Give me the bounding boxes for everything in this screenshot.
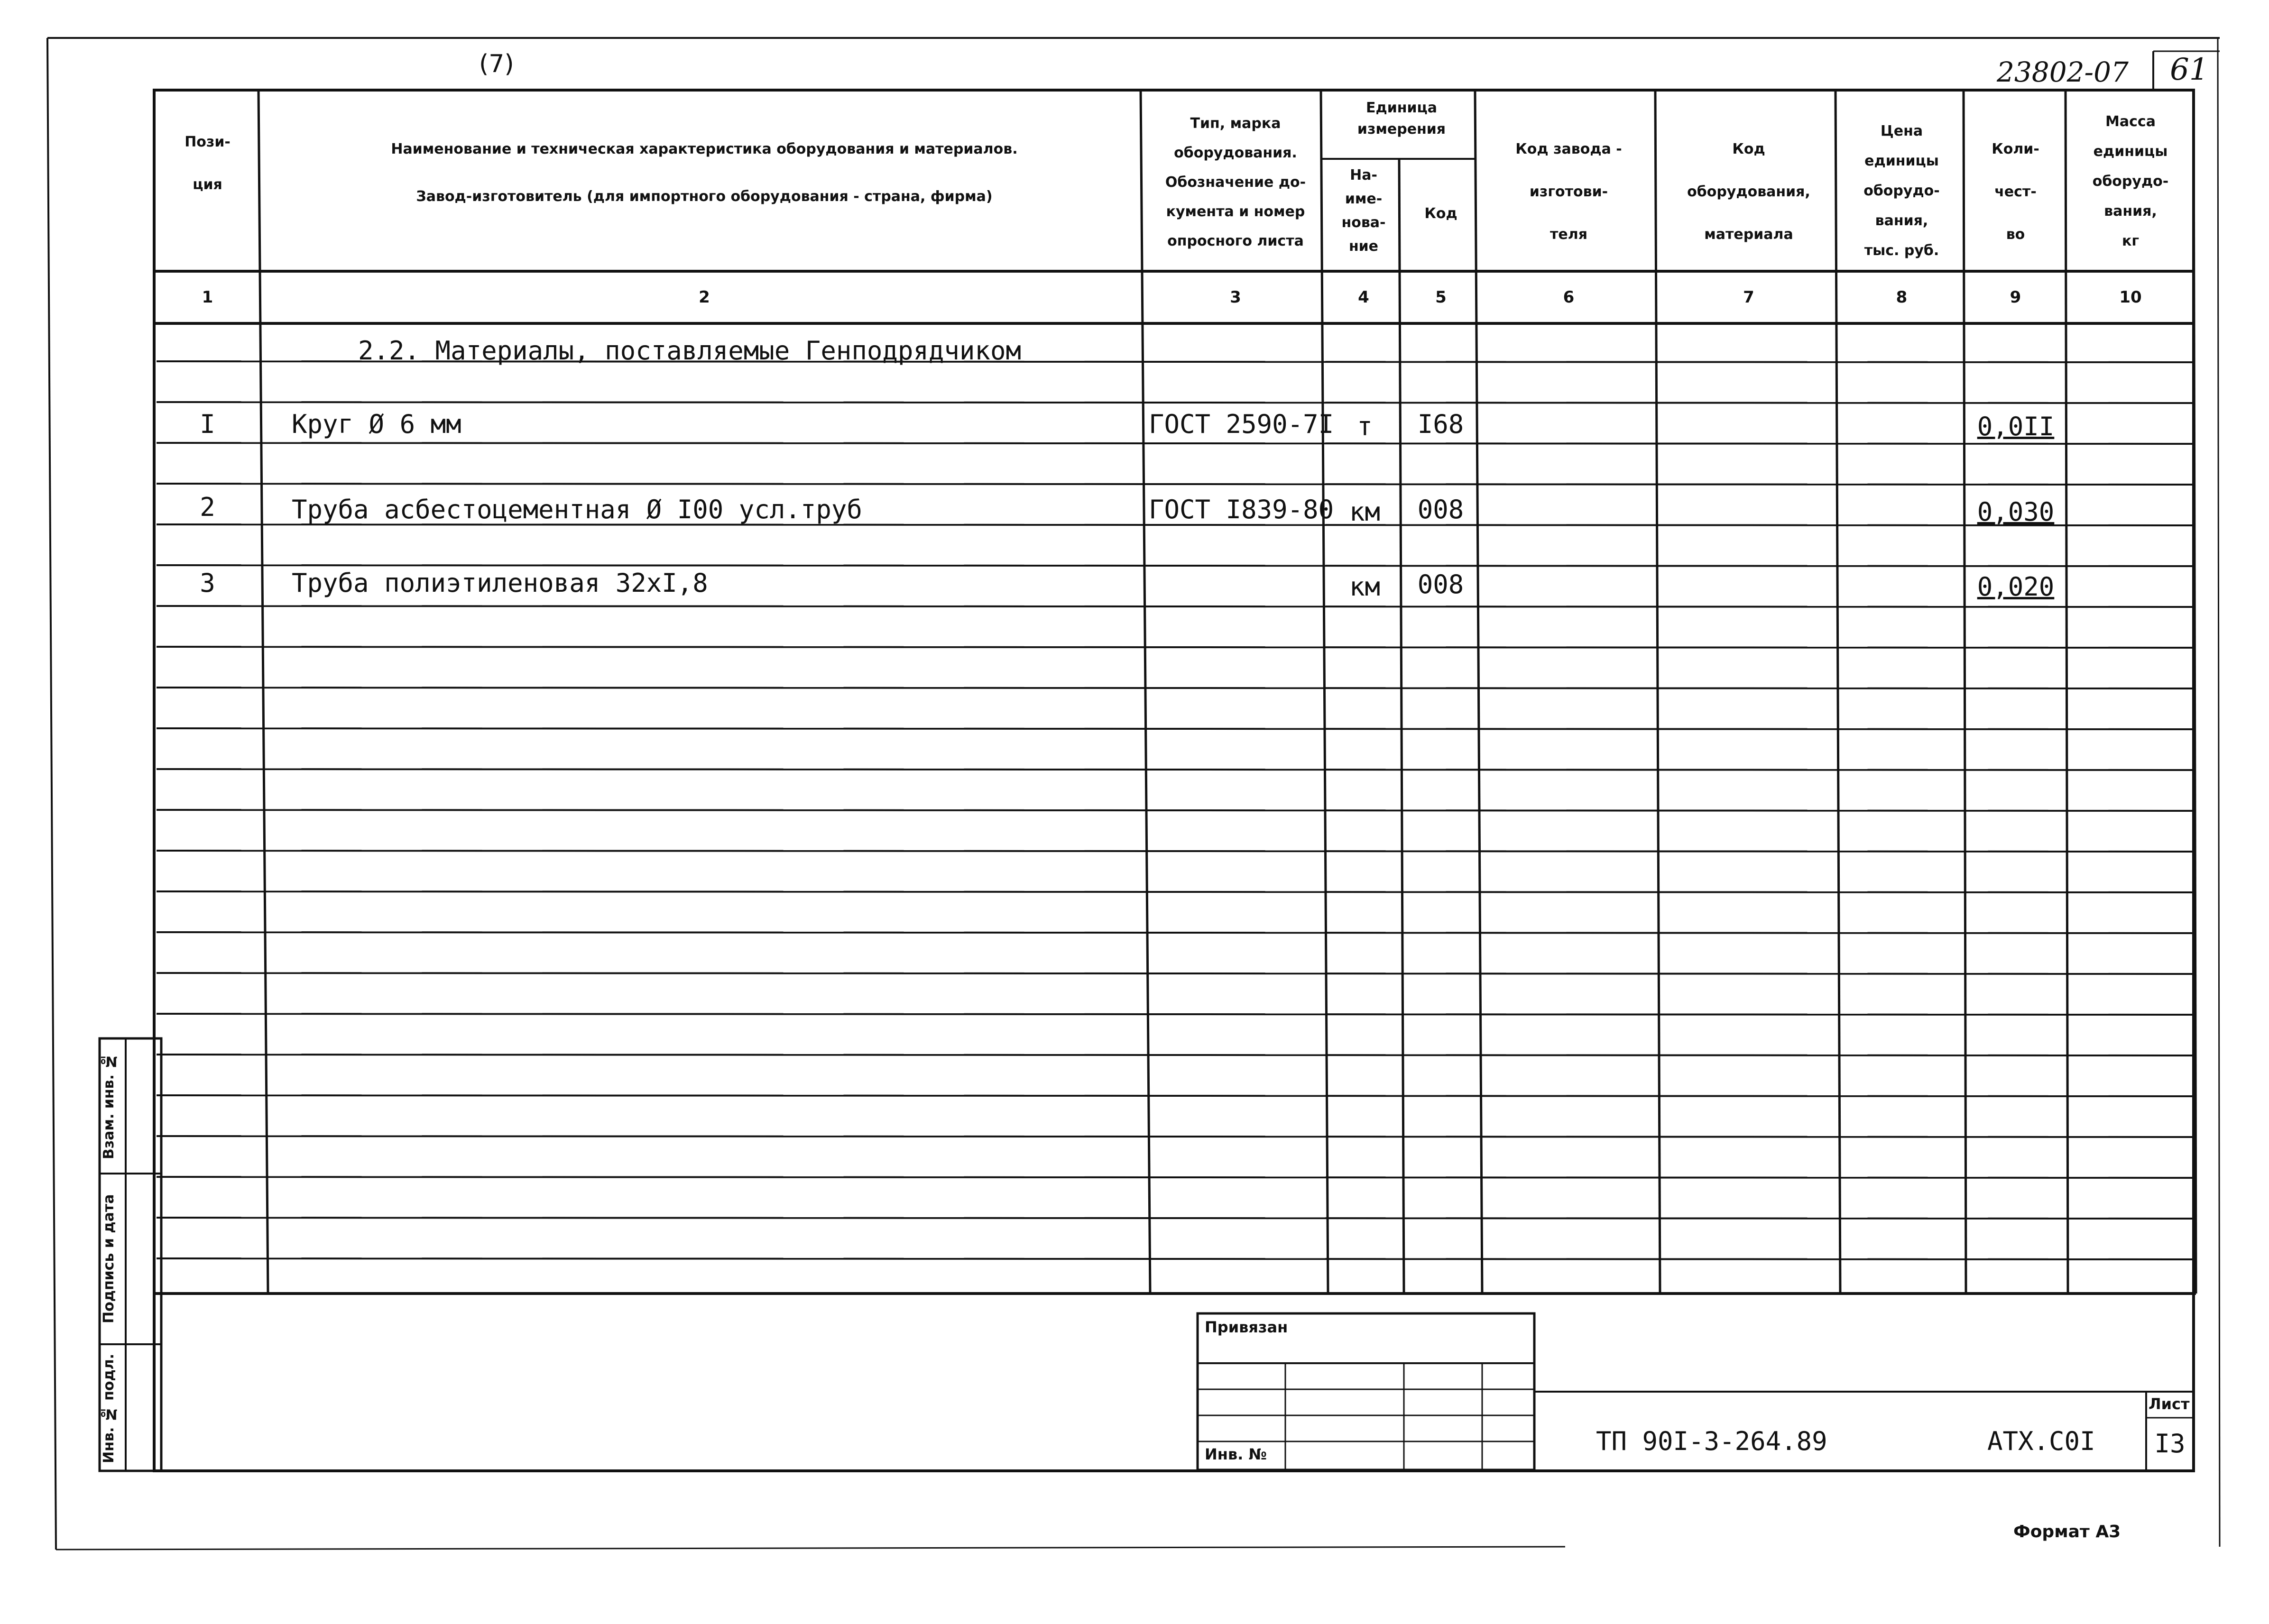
col-number-1: 1 xyxy=(202,288,213,307)
title-block-inv-no: Инв. № xyxy=(1205,1445,1267,1463)
col-header-mass: Масса единицы оборудо- вания, кг xyxy=(2092,113,2169,249)
table-rule-line xyxy=(157,810,2194,811)
row-1-quantity: 0,0II xyxy=(1977,412,2055,441)
table-rule-line xyxy=(157,647,2194,648)
row-1-unit-code: I68 xyxy=(1417,409,1464,439)
row-2-document: ГОСТ I839-80 xyxy=(1149,495,1334,524)
table-rule-line xyxy=(157,769,2194,770)
col-number-6: 6 xyxy=(1563,288,1575,307)
table-rule-line xyxy=(157,728,2194,729)
row-1-document: ГОСТ 2590-7I xyxy=(1149,409,1334,439)
col-number-9: 9 xyxy=(2010,288,2021,307)
table-rule-line xyxy=(157,1014,2194,1015)
col-header-factory-code: Код завода - изготови- теля xyxy=(1515,141,1622,243)
row-3-unit: км xyxy=(1349,572,1381,602)
title-block-privyazan: Привязан xyxy=(1205,1318,1288,1336)
table-rule-line xyxy=(157,932,2194,933)
col-number-3: 3 xyxy=(1230,288,1241,307)
row-3-name: Труба полиэтиленовая 32хI,8 xyxy=(292,568,708,598)
col-header-type: Тип, марка оборудования. Обозначение до- кумента и номер опросного листа xyxy=(1165,115,1306,249)
col-number-7: 7 xyxy=(1743,288,1754,307)
col-header-equipment-code: Код оборудования, материала xyxy=(1687,141,1810,243)
col-header-position: Пози- ция xyxy=(184,134,231,193)
table-rule-line xyxy=(157,1258,2194,1259)
row-2-unit: км xyxy=(1349,497,1381,527)
table-rule-line xyxy=(157,891,2194,892)
document-code: АТХ.С0I xyxy=(1987,1426,2095,1456)
table-rule-line xyxy=(157,606,2194,607)
row-3-position: 3 xyxy=(200,568,215,598)
table-rule-line xyxy=(157,1136,2194,1137)
row-2-quantity: 0,030 xyxy=(1977,497,2055,527)
row-2-unit-code: 008 xyxy=(1417,495,1464,524)
table-rule-line xyxy=(157,851,2194,852)
col-header-unit-name: На- име- нова- ние xyxy=(1341,167,1386,255)
col-number-5: 5 xyxy=(1435,288,1447,307)
col-number-8: 8 xyxy=(1896,288,1908,307)
col-header-quantity: Коли- чест- во xyxy=(1992,141,2039,243)
table-rule-line xyxy=(157,1095,2194,1096)
sheet-tag: (7) xyxy=(479,50,514,78)
paper-format: Формат А3 xyxy=(2013,1522,2121,1541)
row-2-position: 2 xyxy=(200,492,215,522)
row-1-position: I xyxy=(200,409,215,439)
page-number-handwritten: 61 xyxy=(2170,52,2209,87)
row-3-quantity: 0,020 xyxy=(1977,572,2055,602)
table-rule-line xyxy=(157,1218,2194,1219)
sheet-number: I3 xyxy=(2154,1429,2186,1459)
col-header-price: Цена единицы оборудо- вания, тыс. руб. xyxy=(1863,123,1940,259)
side-stamp-signature-date: Подпись и дата xyxy=(101,1194,117,1324)
col-header-name: Наименование и техническая характеристика оборудования и материалов. Завод-изготовитель (для импортного оборудования - страна, фирма) xyxy=(391,141,1018,205)
table-rule-line xyxy=(157,402,2194,403)
side-stamp-inv-podl: Инв. № подл. xyxy=(101,1353,117,1463)
table-rule-line xyxy=(157,973,2194,974)
table-rule-line xyxy=(157,484,2194,485)
sheet-label: Лист xyxy=(2149,1395,2190,1413)
col-header-unit-group: Единица измерения xyxy=(1357,100,1446,138)
side-stamp-vzam: Взам. инв. № xyxy=(101,1053,117,1159)
col-header-unit-code: Код xyxy=(1424,205,1457,222)
document-number-handwritten: 23802-07 xyxy=(1997,56,2129,88)
table-rule-line xyxy=(157,1177,2194,1178)
row-3-unit-code: 008 xyxy=(1417,569,1464,599)
row-1-unit: т xyxy=(1357,412,1373,441)
section-title: 2.2. Материалы, поставляемые Генподрядчиком xyxy=(358,336,1021,366)
col-number-10: 10 xyxy=(2119,288,2142,307)
col-number-4: 4 xyxy=(1358,288,1369,307)
project-code: ТП 90I-3-264.89 xyxy=(1596,1426,1827,1456)
col-number-2: 2 xyxy=(699,288,710,307)
row-1-name: Круг Ø 6 мм xyxy=(292,409,461,439)
row-2-name: Труба асбестоцементная Ø I00 усл.труб xyxy=(292,495,862,524)
